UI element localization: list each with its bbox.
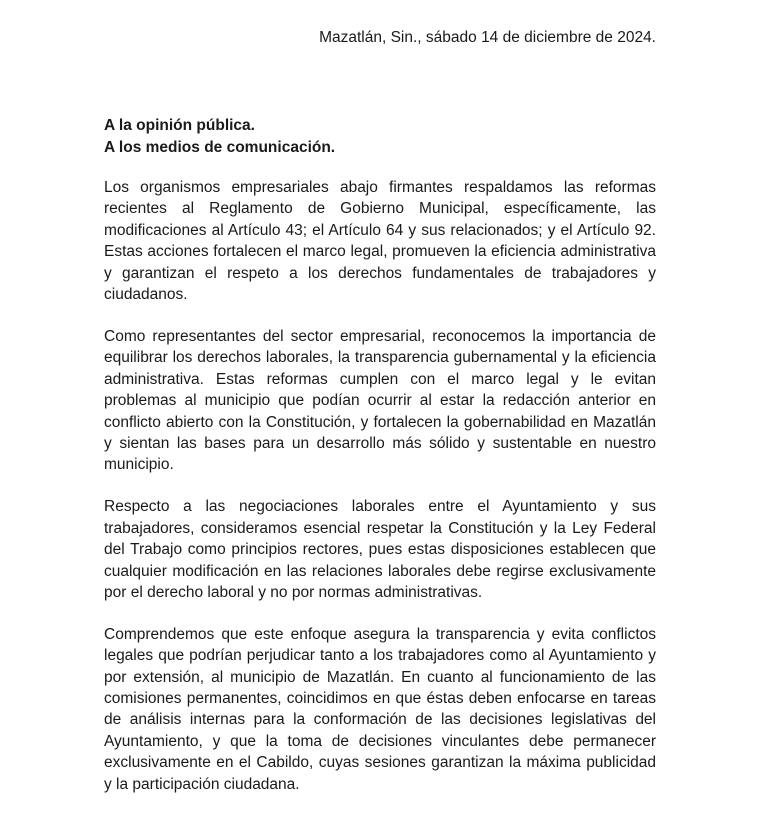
letter-body (104, 177, 656, 816)
salutation-block (104, 115, 656, 158)
paragraph-business-sector: Como representantes del sector empresarial, reconocemos la importancia de equilibrar los derechos laborales, la transparencia gubernamental y la eficiencia administrativa. Estas reformas cumplen con el marco legal y le evitan problemas al municipio que podían ocurrir al estar la redacción anterior en conflicto abierto con la Constitución, y fortalecen la gobernabilidad en Mazatlán y sientan las bases para un desarrollo más sólido y sustentable en nuestro municipio. (104, 327, 656, 474)
addressee-public-opinion: A la opinión pública. (104, 117, 255, 134)
date-line: Mazatlán, Sin., sábado 14 de diciembre de 2024. (319, 29, 656, 46)
paragraph-labor-negotiations: Respecto a las negociaciones laborales entre el Ayuntamiento y sus trabajadores, consideramos esencial respetar la Constitución y la Ley Federal del Trabajo como principios rectores, pues estas disposiciones establecen que cualquier modificación en las relaciones laborales debe regirse exclusivamente por el derecho laboral y no por normas administrativas. (104, 498, 656, 601)
addressee-media: A los medios de comunicación. (104, 138, 336, 156)
paragraph-support-reforms: Los organismos empresariales abajo firmantes respaldamos las reformas recientes al Reglamento de Gobierno Municipal, específicamente, las modificaciones al Artículo 43; el Artículo 64 y sus relacionados; y el Artículo 92. Estas acciones fortalecen el marco legal, promueven la eficiencia administrativa y garantizan el respeto a los derechos fundamentales de trabajadores y ciudadanos. (104, 179, 656, 304)
paragraph-transparency-commissions: Comprendemos que este enfoque asegura la transparencia y evita conflictos legales que podrían perjudicar tanto a los trabajadores como al Ayuntamiento y por extensión, al municipio de Mazatlán. En cuanto al funcionamiento de las comisiones permanentes, coincidimos en que éstas deben enfocarse en tareas de análisis internas para la conformación de las decisiones legislativas del Ayuntamiento, y que la toma de decisiones vinculantes debe permanecer exclusivamente en el Cabildo, cuyas sesiones garantizan la máxima publicidad y la participación ciudadana. (104, 625, 656, 793)
